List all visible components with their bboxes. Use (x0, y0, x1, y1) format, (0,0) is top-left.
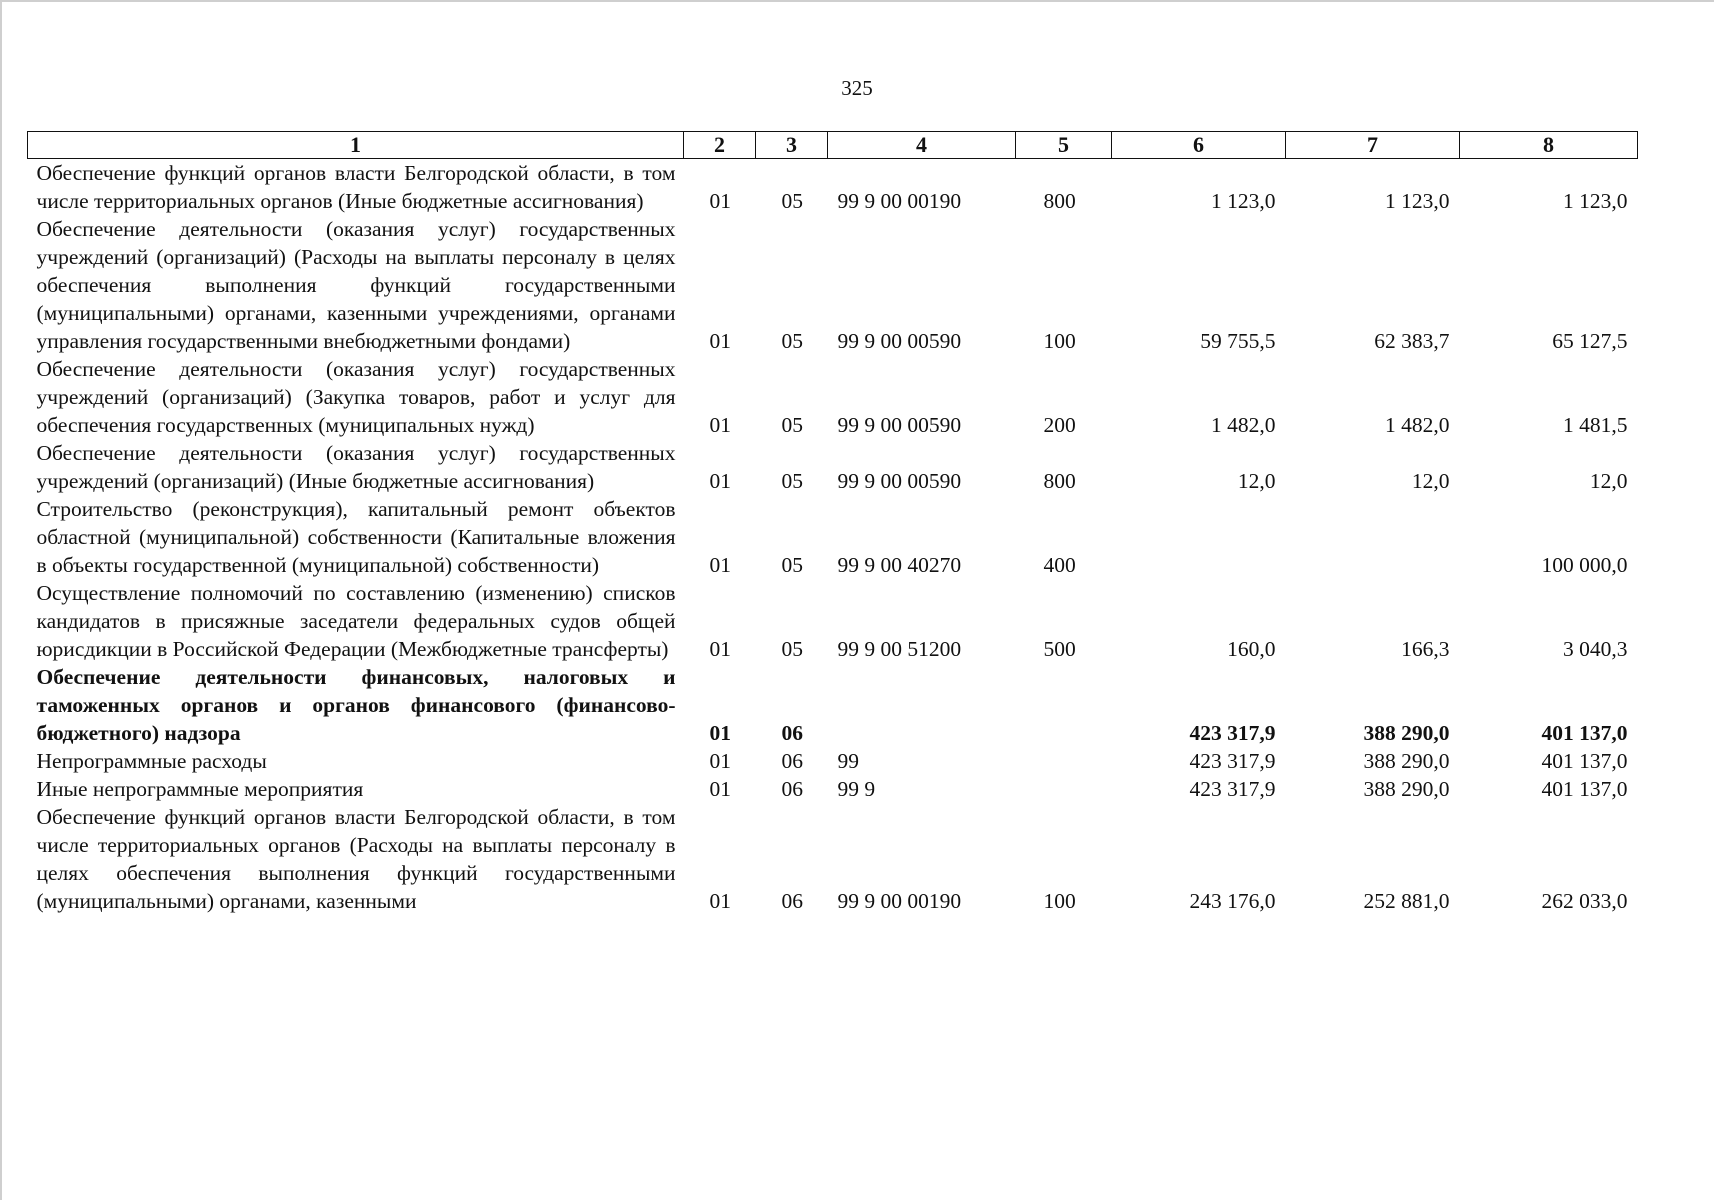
column-header-5: 5 (1016, 132, 1112, 159)
target-article-code: 99 9 00 00590 (837, 469, 962, 493)
expense-type-code (1016, 775, 1112, 803)
target-article-code: 99 9 00 00590 (837, 413, 962, 437)
expense-name: Строительство (реконструкция), капитальный ремонт объектов областной (муниципальной) собственности (Капитальные вложения в объекты государственной (муниципальной) собственности) (36, 497, 676, 577)
amount-col8: 65 127,5 (1552, 329, 1628, 353)
table-header-row (28, 132, 1638, 159)
amount-col7: 166,3 (1401, 637, 1450, 661)
subsection-code: 05 (781, 413, 803, 437)
amount-col8: 262 033,0 (1541, 889, 1628, 913)
target-article-code: 99 9 (837, 777, 876, 801)
budget-table (27, 131, 1638, 915)
target-article-code: 99 9 00 40270 (837, 553, 962, 577)
column-header-3: 3 (756, 132, 828, 159)
amount-col7: 1 123,0 (1385, 189, 1450, 213)
amount-col7: 388 290,0 (1363, 749, 1450, 773)
expense-name: Обеспечение деятельности финансовых, налоговых и таможенных органов и органов финансового (финансово-бюджетного) надзора (36, 665, 676, 745)
target-article-code: 99 9 00 51200 (837, 637, 962, 661)
amount-col6: 12,0 (1237, 469, 1276, 493)
expense-name: Обеспечение деятельности (оказания услуг) государственных учреждений (организаций) (Иные бюджетные ассигнования) (36, 441, 676, 493)
expense-name: Непрограммные расходы (36, 749, 267, 773)
subsection-code: 06 (781, 777, 803, 801)
amount-col6: 423 317,9 (1189, 749, 1276, 773)
expense-type-code: 500 (1043, 637, 1076, 661)
amount-col8: 3 040,3 (1563, 637, 1628, 661)
expense-name: Обеспечение деятельности (оказания услуг) государственных учреждений (организаций) (Расходы на выплаты персоналу в целях обеспечения выполнения функций государственными (муниципальными) органами, казенными учреждениями, органами управления государственными внебюджетными фондами) (36, 217, 676, 353)
amount-col6: 423 317,9 (1189, 777, 1276, 801)
amount-col8: 100 000,0 (1541, 553, 1628, 577)
column-header-1: 1 (28, 132, 684, 159)
expense-type-code (1016, 747, 1112, 775)
expense-type-code: 800 (1043, 469, 1076, 493)
expense-type-code: 800 (1043, 189, 1076, 213)
page-number: 325 (841, 76, 873, 100)
amount-col6: 59 755,5 (1200, 329, 1276, 353)
expense-name: Осуществление полномочий по составлению (изменению) списков кандидатов в присяжные заседатели федеральных судов общей юрисдикции в Российской Федерации (Межбюджетные трансферты) (36, 581, 676, 661)
column-header-7: 7 (1286, 132, 1460, 159)
section-code: 01 (709, 553, 731, 577)
table-row (28, 579, 1638, 663)
amount-col6: 423 317,9 (1189, 721, 1276, 745)
subsection-code: 05 (781, 329, 803, 353)
table-row (28, 215, 1638, 355)
target-article-code: 99 9 00 00190 (837, 189, 962, 213)
section-code: 01 (709, 721, 731, 745)
expense-name: Иные непрограммные мероприятия (36, 777, 364, 801)
amount-col8: 401 137,0 (1541, 777, 1628, 801)
expense-type-code: 100 (1043, 889, 1076, 913)
section-code: 01 (709, 777, 731, 801)
table-row (28, 355, 1638, 439)
column-header-8: 8 (1460, 132, 1638, 159)
expense-name: Обеспечение деятельности (оказания услуг) государственных учреждений (организаций) (Закупка товаров, работ и услуг для обеспечения государственных (муниципальных нужд) (36, 357, 676, 437)
expense-name: Обеспечение функций органов власти Белгородской области, в том числе территориальных органов (Расходы на выплаты персоналу в целях обеспечения выполнения функций государственными (муниципальными) органами, казенными (36, 805, 676, 913)
amount-col7: 1 482,0 (1385, 413, 1450, 437)
target-article-code (828, 663, 1016, 747)
page-edge-top (0, 0, 1714, 2)
section-code: 01 (709, 413, 731, 437)
column-header-4: 4 (828, 132, 1016, 159)
table-row (28, 775, 1638, 803)
expense-type-code (1016, 663, 1112, 747)
amount-col7: 388 290,0 (1363, 777, 1450, 801)
table-row (28, 439, 1638, 495)
amount-col8: 401 137,0 (1541, 749, 1628, 773)
amount-col7: 12,0 (1411, 469, 1450, 493)
amount-col6: 160,0 (1227, 637, 1276, 661)
amount-col8: 401 137,0 (1541, 721, 1628, 745)
amount-col6: 243 176,0 (1189, 889, 1276, 913)
table-row (28, 747, 1638, 775)
subsection-code: 05 (781, 469, 803, 493)
subsection-code: 05 (781, 189, 803, 213)
table-row (28, 159, 1638, 216)
amount-col8: 1 123,0 (1563, 189, 1628, 213)
section-code: 01 (709, 329, 731, 353)
table-row (28, 803, 1638, 915)
page-edge-left (0, 0, 2, 1200)
subsection-code: 06 (781, 749, 803, 773)
amount-col7 (1286, 495, 1460, 579)
amount-col8: 12,0 (1589, 469, 1628, 493)
section-code: 01 (709, 189, 731, 213)
table-row-section-total (28, 663, 1638, 747)
amount-col6 (1112, 495, 1286, 579)
subsection-code: 05 (781, 553, 803, 577)
amount-col7: 62 383,7 (1374, 329, 1450, 353)
section-code: 01 (709, 469, 731, 493)
table-row (28, 495, 1638, 579)
amount-col7: 252 881,0 (1363, 889, 1450, 913)
section-code: 01 (709, 889, 731, 913)
column-header-2: 2 (684, 132, 756, 159)
section-code: 01 (709, 749, 731, 773)
amount-col7: 388 290,0 (1363, 721, 1450, 745)
expense-type-code: 200 (1043, 413, 1076, 437)
amount-col8: 1 481,5 (1563, 413, 1628, 437)
expense-type-code: 100 (1043, 329, 1076, 353)
amount-col6: 1 482,0 (1211, 413, 1276, 437)
expense-type-code: 400 (1043, 553, 1076, 577)
target-article-code: 99 (837, 749, 859, 773)
target-article-code: 99 9 00 00590 (837, 329, 962, 353)
subsection-code: 06 (781, 721, 803, 745)
column-header-6: 6 (1112, 132, 1286, 159)
section-code: 01 (709, 637, 731, 661)
amount-col6: 1 123,0 (1211, 189, 1276, 213)
expense-name: Обеспечение функций органов власти Белгородской области, в том числе территориальных органов (Иные бюджетные ассигнования) (36, 161, 676, 213)
subsection-code: 05 (781, 637, 803, 661)
target-article-code: 99 9 00 00190 (837, 889, 962, 913)
subsection-code: 06 (781, 889, 803, 913)
